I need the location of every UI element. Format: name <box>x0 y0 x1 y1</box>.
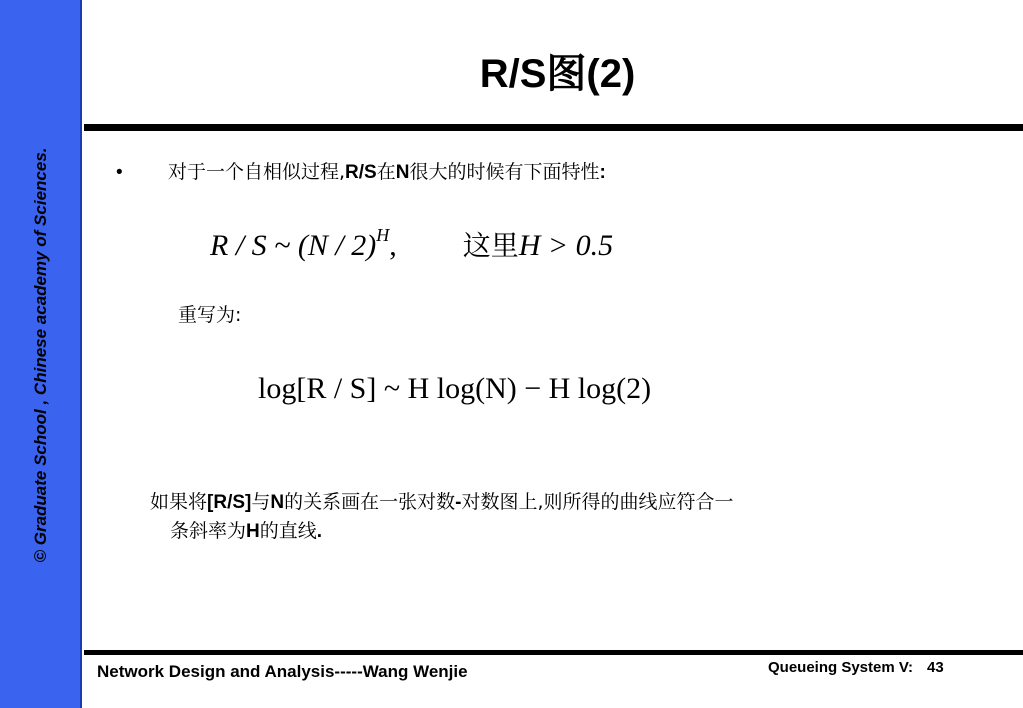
bullet-text-part: 很大的时候有下面特性 <box>409 161 600 183</box>
paragraph-text: 与 <box>251 491 271 513</box>
bullet-text-colon: : <box>599 162 606 183</box>
formula-log-form: log[R / S] ~ H log(N) − H log(2) <box>258 372 652 405</box>
paragraph-text-period: . <box>316 521 323 542</box>
paragraph-line-2 <box>150 517 970 546</box>
title-divider <box>84 124 1023 131</box>
sidebar-band <box>0 0 82 708</box>
formula-rs-scaling <box>210 224 613 264</box>
footer-section <box>768 659 944 676</box>
footer-course-title: Network Design and Analysis-----Wang Wenjie <box>97 662 468 681</box>
paragraph-text-n: N <box>270 492 285 513</box>
paragraph-text: 如果将 <box>150 491 208 513</box>
bullet-dot: • <box>116 162 123 183</box>
footer-divider <box>84 650 1023 655</box>
formula-comma: , <box>389 229 397 262</box>
bullet-text-part: 在 <box>376 161 396 183</box>
bullet-text-part: 对于一个自相似过程, <box>168 161 346 183</box>
formula-exponent: H <box>376 225 390 245</box>
conclusion-paragraph <box>150 488 970 546</box>
slide-title: R/S图(2) <box>479 52 636 96</box>
paragraph-text-dash: - <box>455 492 462 513</box>
copyright-text: © Graduate School , Chinese academy of Sciences. <box>31 147 50 563</box>
paragraph-line-1 <box>150 491 733 513</box>
paragraph-text-h: H <box>246 521 260 542</box>
paragraph-text: 对数图上,则所得的曲线应符合一 <box>461 491 734 513</box>
bullet-text-rs: R/S <box>345 162 377 183</box>
bullet-item <box>116 157 606 184</box>
formula-note-rest: H > 0.5 <box>518 229 614 262</box>
paragraph-text-rs: [R/S] <box>207 492 252 513</box>
page-number: 43 <box>927 659 944 676</box>
paragraph-text: 条斜率为 <box>170 520 247 542</box>
formula-note-cn: 这里 <box>462 229 519 262</box>
bullet-text-n: N <box>395 162 410 183</box>
rewrite-label: 重写为: <box>178 304 242 326</box>
formula-lhs: R / S ~ (N / 2) <box>210 229 377 262</box>
paragraph-text: 的直线 <box>259 520 317 542</box>
paragraph-text: 的关系画在一张对数 <box>284 491 456 513</box>
footer-section-name: Queueing System V: <box>768 659 914 676</box>
bullet-text <box>168 157 606 184</box>
